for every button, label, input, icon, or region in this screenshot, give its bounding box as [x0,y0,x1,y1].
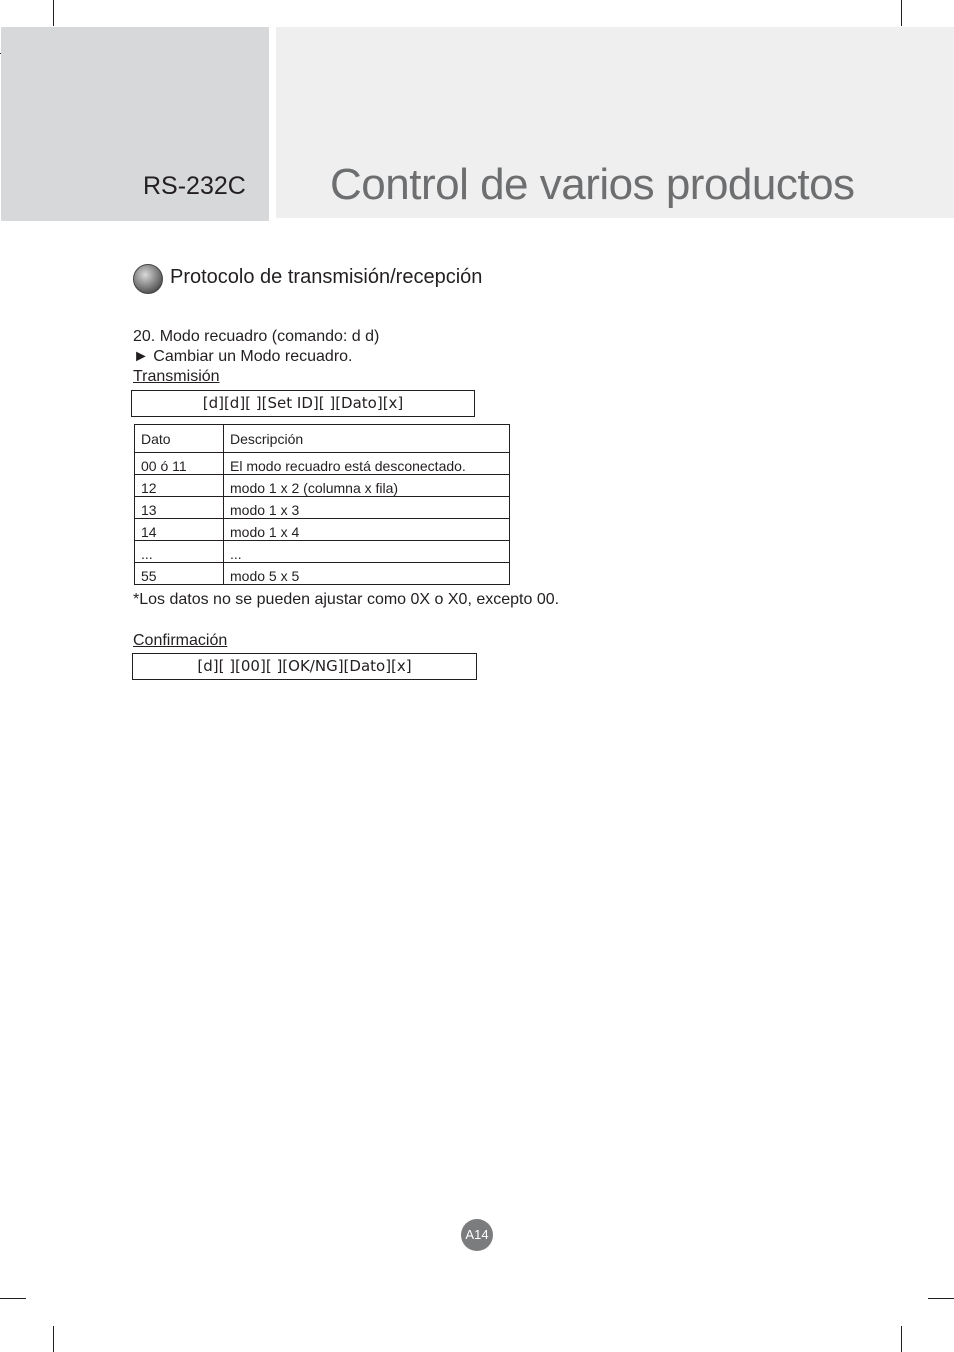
transmission-command-box: [d][d][ ][Set ID][ ][Dato][x] [131,390,475,417]
table-header-cell: Descripción [224,425,510,453]
page-title: Control de varios productos [330,160,855,209]
table-cell: 14 [135,519,224,541]
table-cell: 13 [135,497,224,519]
section-label: RS-232C [143,172,246,200]
crop-mark [53,1326,54,1352]
crop-mark [901,0,902,26]
data-table [134,424,510,585]
confirmation-label: Confirmación [133,632,228,649]
item-description: ► Cambiar un Modo recuadro. [133,348,353,365]
table-cell: ... [224,541,510,563]
transmission-label: Transmisión [133,368,220,385]
table-row [135,563,510,585]
confirmation-command-box: [d][ ][00][ ][OK/NG][Dato][x] [132,653,477,680]
page-number-badge: A14 [461,1219,493,1251]
table-cell: 55 [135,563,224,585]
table-row [135,541,510,563]
table-row [135,475,510,497]
crop-mark [0,1298,26,1299]
table-cell: modo 1 x 2 (columna x fila) [224,475,510,497]
table-header-row [135,425,510,453]
table-cell: El modo recuadro está desconectado. [224,453,510,475]
crop-mark [53,0,54,26]
table-cell: modo 1 x 4 [224,519,510,541]
bullet-icon [133,264,163,294]
table-row [135,497,510,519]
table-cell: 00 ó 11 [135,453,224,475]
table-header-cell: Dato [135,425,224,453]
crop-mark [901,1326,902,1352]
item-title: 20. Modo recuadro (comando: d d) [133,328,380,345]
table-cell: modo 5 x 5 [224,563,510,585]
table-cell: 12 [135,475,224,497]
table-note: *Los datos no se pueden ajustar como 0X o X0, excepto 00. [133,591,560,608]
crop-mark [928,1298,954,1299]
table-row [135,453,510,475]
table-cell: modo 1 x 3 [224,497,510,519]
table-cell: ... [135,541,224,563]
section-subtitle: Protocolo de transmisión/recepción [170,266,483,288]
table-row [135,519,510,541]
